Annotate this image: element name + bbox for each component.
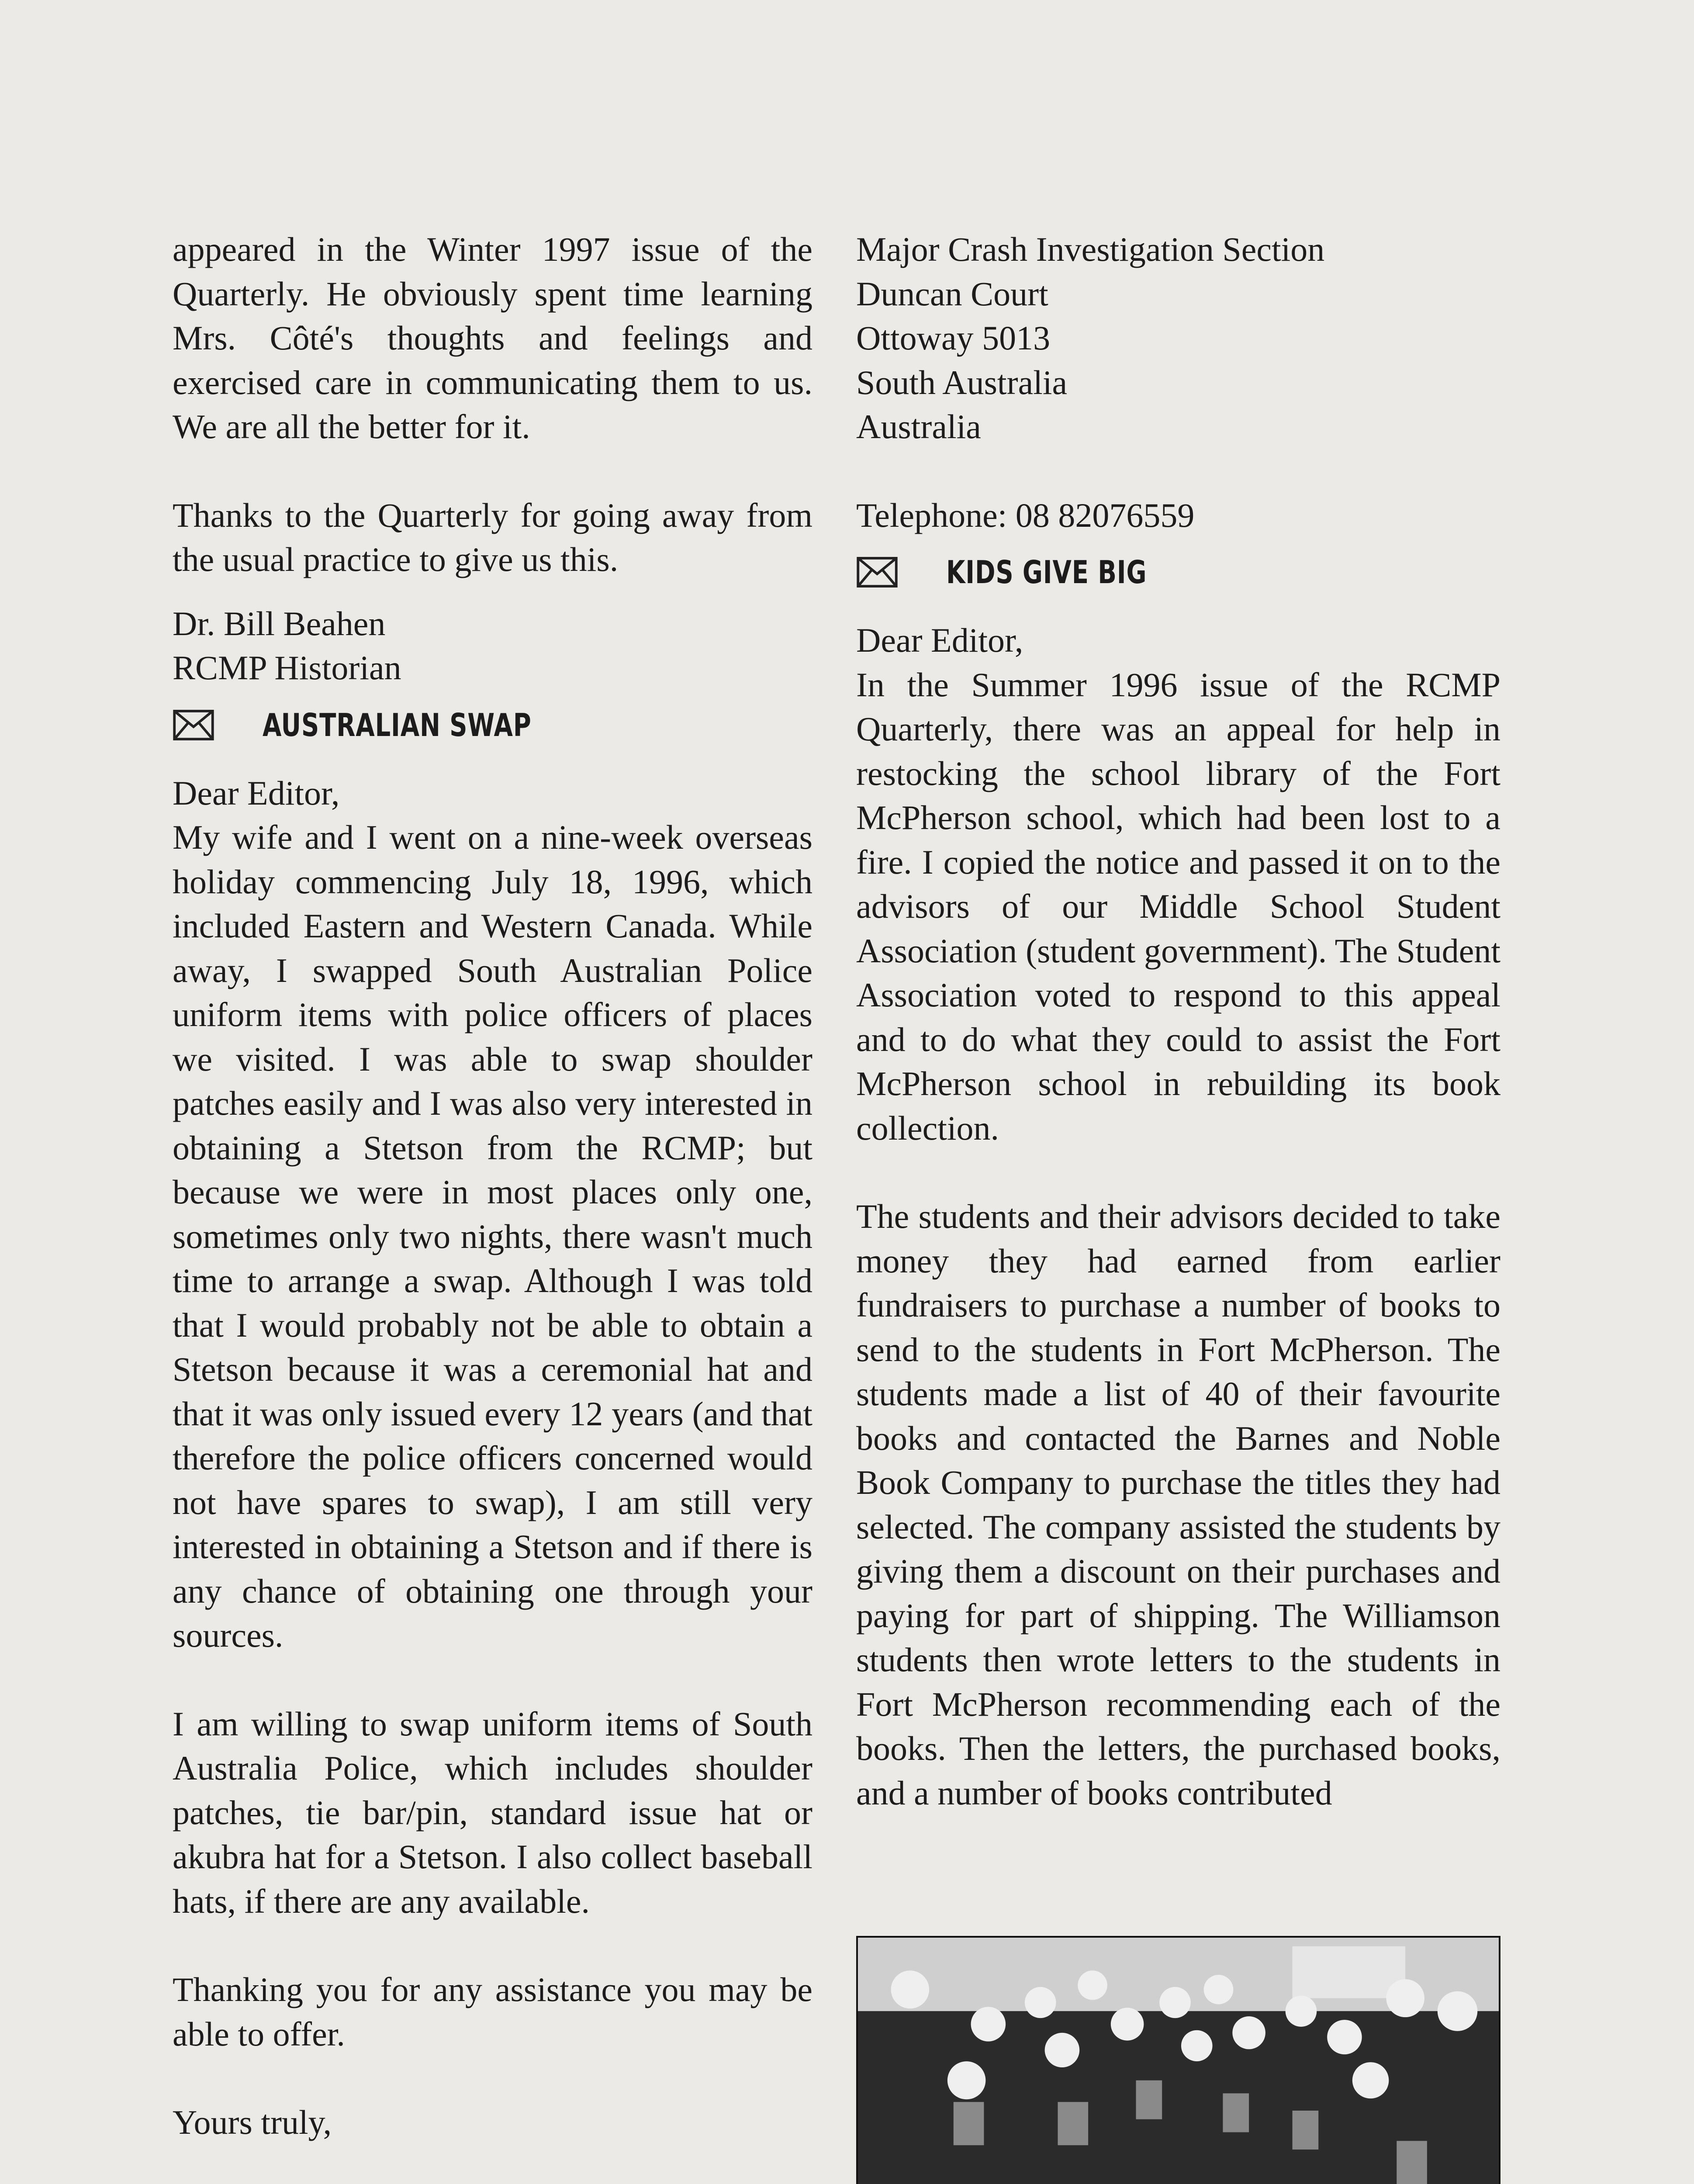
envelope-icon bbox=[856, 557, 898, 587]
section-heading-australian-swap bbox=[173, 699, 812, 751]
left-paragraph-5: Thanking you for any assistance you may be able to offer. bbox=[173, 1970, 812, 2053]
address-line: Major Crash Investigation Section bbox=[856, 230, 1325, 268]
left-paragraph-1: appeared in the Winter 1997 issue of the Quarterly. He obviously spent time learning Mrs. Côté's thoughts and feelings and exercised care in communicating them to us. We are all the better for it. bbox=[173, 230, 812, 446]
left-paragraph-4: I am willing to swap uniform items of South Australia Police, which includes shoulder patches, tie bar/pin, standard issue hat or akubra hat for a Stetson. I also collect baseball hats, if there are any available. bbox=[173, 1704, 812, 1920]
left-paragraph-2: Thanks to the Quarterly for going away from the usual practice to give us this. bbox=[173, 496, 812, 578]
section-heading-text: KIDS GIVE BIG bbox=[946, 554, 1147, 591]
signature-name-1: Dr. Bill Beahen bbox=[173, 604, 386, 643]
address-line: South Australia bbox=[856, 363, 1068, 401]
telephone: Telephone: 08 82076559 bbox=[856, 496, 1195, 534]
right-paragraph-2: The students and their advisors decided to take money they had earned from earlier fundraisers to purchase a number of books to send to the students in Fort McPherson. The students made a list of 40 of their favourite books and contacted the Barnes and Noble Book Company to purchase the titles they had selected. The company assisted the students by giving them a discount on their purchases and paying for part of shipping. The Williamson students then wrote letters to the students in Fort McPherson recommending each of the books. Then the letters, the purchased books, and a number of books contributed bbox=[856, 1197, 1500, 1812]
salutation: Dear Editor, bbox=[856, 621, 1023, 659]
section-heading-kids-give-big bbox=[856, 546, 1500, 598]
right-column bbox=[856, 227, 1500, 1815]
section-heading-text: AUSTRALIAN SWAP bbox=[263, 706, 532, 743]
address-line: Duncan Court bbox=[856, 274, 1048, 313]
closing: Yours truly, bbox=[173, 2103, 332, 2141]
photo-illustration bbox=[858, 1938, 1499, 2184]
envelope-icon bbox=[173, 710, 214, 740]
salutation: Dear Editor, bbox=[173, 774, 340, 812]
signature-title-1: RCMP Historian bbox=[173, 649, 401, 687]
address-line: Ottoway 5013 bbox=[856, 319, 1051, 357]
left-paragraph-3: My wife and I went on a nine-week overseas holiday commencing July 18, 1996, which included Eastern and Western Canada. While away, I swapped South Australian Police uniform items with police officers of places we visited. I was able to swap shoulder patches easily and I was also very interested in obtaining a Stetson from the RCMP; but because we were in most places only one, sometimes only two nights, there wasn't much time to arrange a swap. Although I was told that I would probably not be able to obtain a Stetson because it was a ceremonial hat and that it was only issued every 12 years (and that therefore the police officers concerned would not have spares to swap), I am still very interested in obtaining a Stetson and if there is any chance of obtaining one through your sources. bbox=[173, 818, 812, 1654]
group-photo bbox=[856, 1936, 1500, 2184]
address-line: Australia bbox=[856, 408, 981, 446]
right-paragraph-1: In the Summer 1996 issue of the RCMP Quarterly, there was an appeal for help in restocking the school library of the Fort McPherson school, which had been lost to a fire. I copied the notice and passed it on to the advisors of our Middle School Student Association (student government). The Student Association voted to respond to this appeal and to do what they could to assist the Fort McPherson school in rebuilding its book collection. bbox=[856, 665, 1500, 1147]
left-column bbox=[173, 227, 812, 2184]
